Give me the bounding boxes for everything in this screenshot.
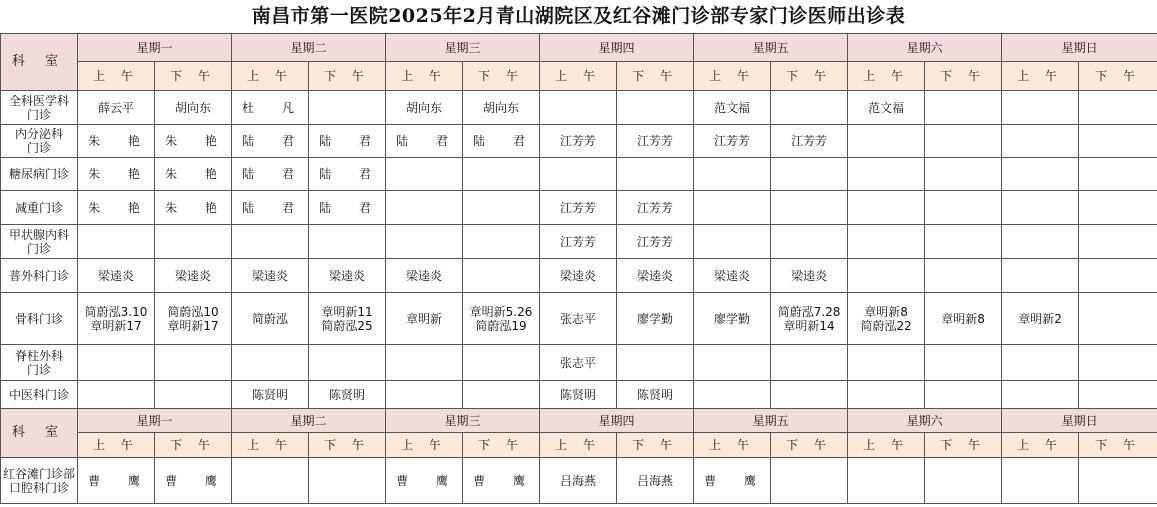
table-row	[1, 191, 1157, 225]
morning-header: 上 午	[232, 433, 309, 458]
day-header: 星期二	[232, 409, 386, 433]
doctor-cell: 廖学勤	[617, 293, 694, 345]
table-row	[1, 458, 1157, 504]
department-name: 红谷滩门诊部 口腔科门诊	[1, 458, 78, 504]
morning-header: 上 午	[78, 433, 155, 458]
table-row	[1, 158, 1157, 191]
doctor-cell	[1002, 458, 1079, 504]
doctor-cell	[925, 458, 1002, 504]
department-name: 内分泌科 门诊	[1, 125, 78, 158]
doctor-cell	[848, 345, 925, 381]
doctor-cell	[1079, 191, 1157, 225]
doctor-cell: 廖学勤	[694, 293, 771, 345]
doctor-cell: 陆 君	[463, 125, 540, 158]
department-name: 全科医学科 门诊	[1, 91, 78, 125]
doctor-cell: 曹 鹰	[694, 458, 771, 504]
doctor-cell: 章明新11 简蔚泓25	[309, 293, 386, 345]
doctor-cell: 陆 君	[386, 125, 463, 158]
doctor-cell: 陈贤明	[232, 381, 309, 409]
doctor-cell: 范文福	[694, 91, 771, 125]
doctor-cell	[1079, 458, 1157, 504]
doctor-cell	[78, 225, 155, 259]
day-header: 星期三	[386, 409, 540, 433]
doctor-cell: 梁逵炎	[771, 259, 848, 293]
day-header: 星期日	[1002, 409, 1157, 433]
department-header: 科 室	[1, 34, 78, 91]
doctor-cell: 陆 君	[232, 158, 309, 191]
doctor-cell: 吕海燕	[540, 458, 617, 504]
doctor-cell	[1002, 381, 1079, 409]
doctor-cell: 章明新5.26 简蔚泓19	[463, 293, 540, 345]
doctor-cell	[1002, 125, 1079, 158]
morning-header: 上 午	[694, 433, 771, 458]
doctor-cell	[1079, 293, 1157, 345]
doctor-cell: 范文福	[848, 91, 925, 125]
day-header: 星期一	[78, 34, 232, 62]
doctor-cell: 简蔚泓	[232, 293, 309, 345]
doctor-cell	[771, 158, 848, 191]
afternoon-header: 下 午	[309, 62, 386, 91]
doctor-cell	[540, 91, 617, 125]
doctor-cell: 曹 鹰	[386, 458, 463, 504]
doctor-cell	[386, 158, 463, 191]
doctor-cell: 章明新8	[925, 293, 1002, 345]
doctor-cell: 薛云平	[78, 91, 155, 125]
department-name: 甲状腺内科 门诊	[1, 225, 78, 259]
doctor-cell	[925, 91, 1002, 125]
doctor-cell	[848, 225, 925, 259]
doctor-cell	[309, 91, 386, 125]
doctor-cell: 胡向东	[155, 91, 232, 125]
department-name: 糖尿病门诊	[1, 158, 78, 191]
doctor-cell	[1079, 381, 1157, 409]
afternoon-header: 下 午	[463, 62, 540, 91]
doctor-cell	[694, 345, 771, 381]
doctor-cell: 陈贤明	[309, 381, 386, 409]
doctor-cell	[925, 125, 1002, 158]
doctor-cell	[386, 225, 463, 259]
morning-header: 上 午	[78, 62, 155, 91]
doctor-cell	[1002, 345, 1079, 381]
doctor-cell: 胡向东	[463, 91, 540, 125]
doctor-cell	[694, 158, 771, 191]
doctor-cell: 梁逵炎	[155, 259, 232, 293]
day-header: 星期五	[694, 34, 848, 62]
afternoon-header: 下 午	[925, 62, 1002, 91]
page-title: 南昌市第一医院2025年2月青山湖院区及红谷滩门诊部专家门诊医师出诊表	[251, 5, 906, 27]
doctor-cell: 章明新	[386, 293, 463, 345]
doctor-cell	[463, 225, 540, 259]
day-header: 星期四	[540, 409, 694, 433]
doctor-cell	[617, 158, 694, 191]
day-header: 星期六	[848, 34, 1002, 62]
day-header: 星期日	[1002, 34, 1157, 62]
doctor-cell	[155, 381, 232, 409]
doctor-cell: 江芳芳	[540, 225, 617, 259]
doctor-cell	[848, 259, 925, 293]
doctor-cell: 陆 君	[309, 125, 386, 158]
doctor-cell	[925, 225, 1002, 259]
doctor-cell: 张志平	[540, 345, 617, 381]
doctor-cell	[1079, 91, 1157, 125]
department-name: 脊柱外科 门诊	[1, 345, 78, 381]
doctor-cell: 胡向东	[386, 91, 463, 125]
table-row	[1, 225, 1157, 259]
doctor-cell	[848, 191, 925, 225]
morning-header: 上 午	[386, 433, 463, 458]
morning-header: 上 午	[1002, 62, 1079, 91]
doctor-cell: 陆 君	[309, 158, 386, 191]
doctor-cell	[309, 345, 386, 381]
doctor-cell	[848, 158, 925, 191]
doctor-cell: 陈贤明	[540, 381, 617, 409]
doctor-cell: 朱 艳	[78, 125, 155, 158]
table-row	[1, 381, 1157, 409]
doctor-cell: 朱 艳	[78, 191, 155, 225]
doctor-cell	[848, 125, 925, 158]
doctor-cell	[694, 191, 771, 225]
doctor-cell	[694, 381, 771, 409]
department-header: 科 室	[1, 409, 78, 458]
doctor-cell	[386, 381, 463, 409]
afternoon-header: 下 午	[771, 62, 848, 91]
doctor-cell: 简蔚泓3.10 章明新17	[78, 293, 155, 345]
morning-header: 上 午	[540, 62, 617, 91]
doctor-cell	[463, 191, 540, 225]
morning-header: 上 午	[386, 62, 463, 91]
doctor-cell	[78, 381, 155, 409]
morning-header: 上 午	[694, 62, 771, 91]
doctor-cell	[232, 458, 309, 504]
table-row	[1, 125, 1157, 158]
morning-header: 上 午	[1002, 433, 1079, 458]
doctor-cell: 梁逵炎	[617, 259, 694, 293]
doctor-cell	[1002, 91, 1079, 125]
doctor-cell: 梁逵炎	[309, 259, 386, 293]
morning-header: 上 午	[848, 433, 925, 458]
doctor-cell: 简蔚泓7.28 章明新14	[771, 293, 848, 345]
doctor-cell: 吕海燕	[617, 458, 694, 504]
doctor-cell	[386, 345, 463, 381]
day-header: 星期三	[386, 34, 540, 62]
doctor-cell: 陆 君	[232, 191, 309, 225]
afternoon-header: 下 午	[617, 62, 694, 91]
doctor-cell	[694, 225, 771, 259]
doctor-cell: 曹 鹰	[78, 458, 155, 504]
doctor-cell	[771, 91, 848, 125]
doctor-cell	[925, 345, 1002, 381]
doctor-cell	[1002, 191, 1079, 225]
doctor-cell	[771, 191, 848, 225]
doctor-cell: 曹 鹰	[155, 458, 232, 504]
doctor-cell: 朱 艳	[155, 158, 232, 191]
doctor-cell	[617, 345, 694, 381]
doctor-cell: 张志平	[540, 293, 617, 345]
doctor-cell	[1002, 158, 1079, 191]
doctor-cell	[386, 191, 463, 225]
afternoon-header: 下 午	[1079, 62, 1157, 91]
doctor-cell: 江芳芳	[617, 125, 694, 158]
doctor-cell: 梁逵炎	[78, 259, 155, 293]
doctor-cell	[848, 381, 925, 409]
afternoon-header: 下 午	[463, 433, 540, 458]
doctor-cell: 江芳芳	[617, 225, 694, 259]
day-header: 星期五	[694, 409, 848, 433]
department-name: 普外科门诊	[1, 259, 78, 293]
doctor-cell	[925, 381, 1002, 409]
doctor-cell	[78, 345, 155, 381]
doctor-cell: 江芳芳	[540, 191, 617, 225]
doctor-cell	[925, 259, 1002, 293]
doctor-cell: 杜 凡	[232, 91, 309, 125]
doctor-cell: 梁逵炎	[386, 259, 463, 293]
morning-header: 上 午	[848, 62, 925, 91]
doctor-cell	[1002, 259, 1079, 293]
doctor-cell: 简蔚泓10 章明新17	[155, 293, 232, 345]
doctor-cell	[771, 225, 848, 259]
table-row	[1, 293, 1157, 345]
doctor-cell: 江芳芳	[540, 125, 617, 158]
table-row	[1, 91, 1157, 125]
day-header: 星期二	[232, 34, 386, 62]
department-name: 骨科门诊	[1, 293, 78, 345]
doctor-cell	[925, 191, 1002, 225]
doctor-cell	[1079, 125, 1157, 158]
doctor-cell: 陆 君	[309, 191, 386, 225]
doctor-cell	[848, 458, 925, 504]
afternoon-header: 下 午	[309, 433, 386, 458]
afternoon-header: 下 午	[1079, 433, 1157, 458]
doctor-cell	[155, 345, 232, 381]
doctor-cell: 朱 艳	[155, 125, 232, 158]
doctor-cell	[925, 158, 1002, 191]
doctor-cell	[232, 225, 309, 259]
doctor-cell	[617, 91, 694, 125]
department-name: 中医科门诊	[1, 381, 78, 409]
doctor-cell: 陆 君	[232, 125, 309, 158]
doctor-cell: 曹 鹰	[463, 458, 540, 504]
doctor-cell: 章明新2	[1002, 293, 1079, 345]
doctor-cell	[771, 345, 848, 381]
doctor-cell	[463, 158, 540, 191]
doctor-cell	[463, 381, 540, 409]
doctor-cell: 梁逵炎	[694, 259, 771, 293]
doctor-cell: 江芳芳	[694, 125, 771, 158]
doctor-cell: 梁逵炎	[232, 259, 309, 293]
doctor-cell	[155, 225, 232, 259]
doctor-cell	[1079, 225, 1157, 259]
doctor-cell	[1079, 259, 1157, 293]
doctor-cell	[540, 158, 617, 191]
doctor-cell: 朱 艳	[78, 158, 155, 191]
afternoon-header: 下 午	[617, 433, 694, 458]
doctor-cell	[771, 381, 848, 409]
doctor-cell: 江芳芳	[617, 191, 694, 225]
doctor-cell	[463, 259, 540, 293]
doctor-cell: 朱 艳	[155, 191, 232, 225]
afternoon-header: 下 午	[155, 433, 232, 458]
table-row	[1, 259, 1157, 293]
table-row	[1, 345, 1157, 381]
doctor-cell	[1079, 345, 1157, 381]
doctor-cell: 陈贤明	[617, 381, 694, 409]
doctor-cell	[771, 458, 848, 504]
afternoon-header: 下 午	[155, 62, 232, 91]
doctor-cell: 江芳芳	[771, 125, 848, 158]
afternoon-header: 下 午	[771, 433, 848, 458]
morning-header: 上 午	[232, 62, 309, 91]
day-header: 星期一	[78, 409, 232, 433]
doctor-cell	[309, 458, 386, 504]
day-header: 星期六	[848, 409, 1002, 433]
department-name: 减重门诊	[1, 191, 78, 225]
doctor-cell	[463, 345, 540, 381]
schedule-table	[0, 33, 1157, 504]
afternoon-header: 下 午	[925, 433, 1002, 458]
morning-header: 上 午	[540, 433, 617, 458]
doctor-cell	[1079, 158, 1157, 191]
doctor-cell: 梁逵炎	[540, 259, 617, 293]
doctor-cell: 章明新8 简蔚泓22	[848, 293, 925, 345]
doctor-cell	[232, 345, 309, 381]
doctor-cell	[1002, 225, 1079, 259]
day-header: 星期四	[540, 34, 694, 62]
doctor-cell	[309, 225, 386, 259]
